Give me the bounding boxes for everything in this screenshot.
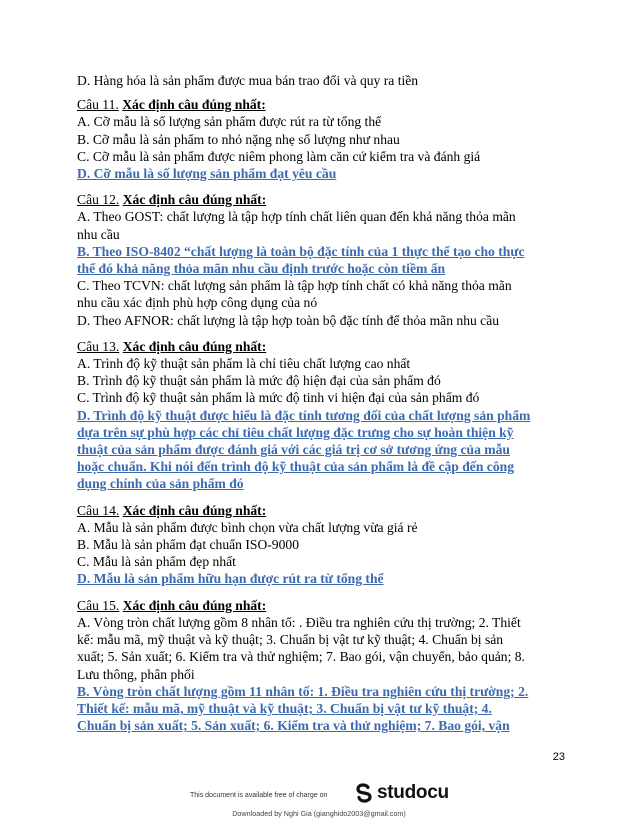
answer-d-correct: D. Mẫu là sản phẩm hữu hạn được rút ra từ tổng thể: [77, 571, 384, 587]
answer-b: B. Trình độ kỹ thuật sản phẩm là mức độ hiện đại của sản phẩm đó: [77, 373, 441, 389]
answer-d-correct-line-4: hoặc chuẩn. Khi nói đến trình độ kỹ thuật của sản phẩm là đề cập đến công: [77, 459, 514, 475]
intro-line: D. Hàng hóa là sản phẩm được mua bán trao đổi và quy ra tiền: [77, 73, 419, 88]
answer-d-correct: D. Cỡ mẫu là số lượng sản phẩm đạt yêu cầu: [77, 166, 337, 182]
answer-a-line-3: xuất; 5. Sản xuất; 6. Kiểm tra và thử nghiệm; 7. Bao gói, vận chuyển, bảo quản; 8.: [77, 649, 525, 665]
answer-b-correct-line-2: Thiết kế: mẫu mã, mỹ thuật và kỹ thuật; 3. Chuẩn bị vật tư kỹ thuật; 4.: [77, 700, 492, 716]
answer-d-correct-line-1: D. Trình độ kỹ thuật được hiểu là đặc tính tương đối của chất lượng sản phẩm: [77, 407, 531, 423]
studocu-logo[interactable]: [355, 782, 449, 804]
question-title: Xác định câu đúng nhất:: [122, 502, 267, 518]
page-number: 23: [552, 751, 565, 763]
studocu-logo-icon: [355, 783, 373, 803]
answer-a-line-2: kế: mẫu mã, mỹ thuật và kỹ thuật; 3. Chuẩn bị vật tư kỹ thuật; 4. Chuẩn bị sản: [77, 632, 504, 648]
answer-b-correct-line-1: B. Vòng tròn chất lượng gồm 11 nhân tố: 1. Điều tra nghiên cứu thị trường; 2.: [77, 683, 529, 699]
answer-c: C. Mẫu là sản phẩm đẹp nhất: [77, 554, 236, 570]
question-heading: [77, 191, 562, 208]
answer-a-line-1: A. Vòng tròn chất lượng gồm 8 nhân tố: . Điều tra nghiên cứu thị trường; 2. Thiết: [77, 614, 521, 630]
answer-c: C. Cỡ mẫu là sản phẩm được niêm phong làm căn cứ kiểm tra và đánh giá: [77, 148, 481, 164]
answer-a-line-4: Lưu thông, phân phối: [77, 666, 195, 682]
answer-a-line-1: A. Theo GOST: chất lượng là tập hợp tính chất liên quan đến khả năng thỏa mãn: [77, 209, 516, 225]
answer-d: D. Theo AFNOR: chất lượng là tập hợp toàn bộ đặc tính để thỏa mãn nhu cầu: [77, 312, 500, 328]
answer-c-line-1: C. Theo TCVN: chất lượng sản phẩm là tập hợp tính chất có khả năng thỏa mãn: [77, 278, 512, 294]
question-title: Xác định câu đúng nhất:: [122, 192, 267, 208]
answer-c-line-2: nhu cầu xác định phù hợp công dụng của nó: [77, 295, 318, 311]
availability-note: This document is available free of charge on: [190, 792, 328, 799]
question-heading: [77, 96, 562, 113]
answer-b: B. Cỡ mẫu là sản phẩm to nhỏ nặng nhẹ số lượng như nhau: [77, 131, 400, 147]
question-number: Câu 11.: [77, 97, 119, 113]
answer-b: B. Mẫu là sản phẩm đạt chuẩn ISO-9000: [77, 537, 299, 553]
answer-a: A. Cỡ mẫu là số lượng sản phẩm được rút ra từ tổng thể: [77, 114, 382, 130]
answer-c: C. Trình độ kỹ thuật sản phẩm là mức độ tinh vi hiện đại của sản phẩm đó: [77, 390, 480, 406]
answer-a-line-2: nhu cầu: [77, 226, 120, 242]
page-content: [77, 72, 562, 734]
answer-b-correct-line-3: Chuẩn bị sản xuất; 5. Sản xuất; 6. Kiểm tra và thử nghiệm; 7. Bao gói, vận: [77, 718, 510, 734]
question-13: [77, 338, 562, 493]
question-number: Câu 13.: [77, 338, 120, 354]
question-number: Câu 15.: [77, 597, 120, 613]
answer-d-correct-line-2: dựa trên sự phù hợp các chỉ tiêu chất lượng đặc trưng cho sự hoàn thiện kỹ: [77, 424, 514, 440]
question-12: [77, 191, 562, 329]
download-note: Downloaded by Nghi Gia (gianghido2003@gmail.com): [232, 809, 406, 818]
question-11: [77, 96, 562, 182]
question-14: [77, 502, 562, 588]
brand-name: studocu: [377, 782, 449, 803]
question-number: Câu 12.: [77, 192, 120, 208]
answer-b-correct-line-1: B. Theo ISO-8402 “chất lượng là toàn bộ đặc tính của 1 thực thể tạo cho thực: [77, 243, 525, 259]
question-number: Câu 14.: [77, 502, 120, 518]
question-title: Xác định câu đúng nhất:: [122, 97, 266, 113]
question-heading: [77, 597, 562, 614]
answer-a: A. Mẫu là sản phẩm được bình chọn vừa chất lượng vừa giá rẻ: [77, 519, 418, 535]
question-15: [77, 597, 562, 735]
answer-b-correct-line-2: thể đó khả năng thỏa mãn nhu cầu định trước hoặc còn tiềm ẩn: [77, 261, 446, 277]
question-heading: [77, 338, 562, 355]
question-title: Xác định câu đúng nhất:: [122, 597, 267, 613]
question-title: Xác định câu đúng nhất:: [122, 338, 267, 354]
answer-a: A. Trình độ kỹ thuật sản phẩm là chỉ tiêu chất lượng cao nhất: [77, 356, 411, 372]
question-heading: [77, 502, 562, 519]
answer-d-correct-line-3: thuật của sản phẩm được đánh giá với các giá trị cơ sở tương ứng của mẫu: [77, 442, 510, 458]
answer-d-correct-line-5: dụng chính của sản phẩm đó: [77, 476, 244, 492]
